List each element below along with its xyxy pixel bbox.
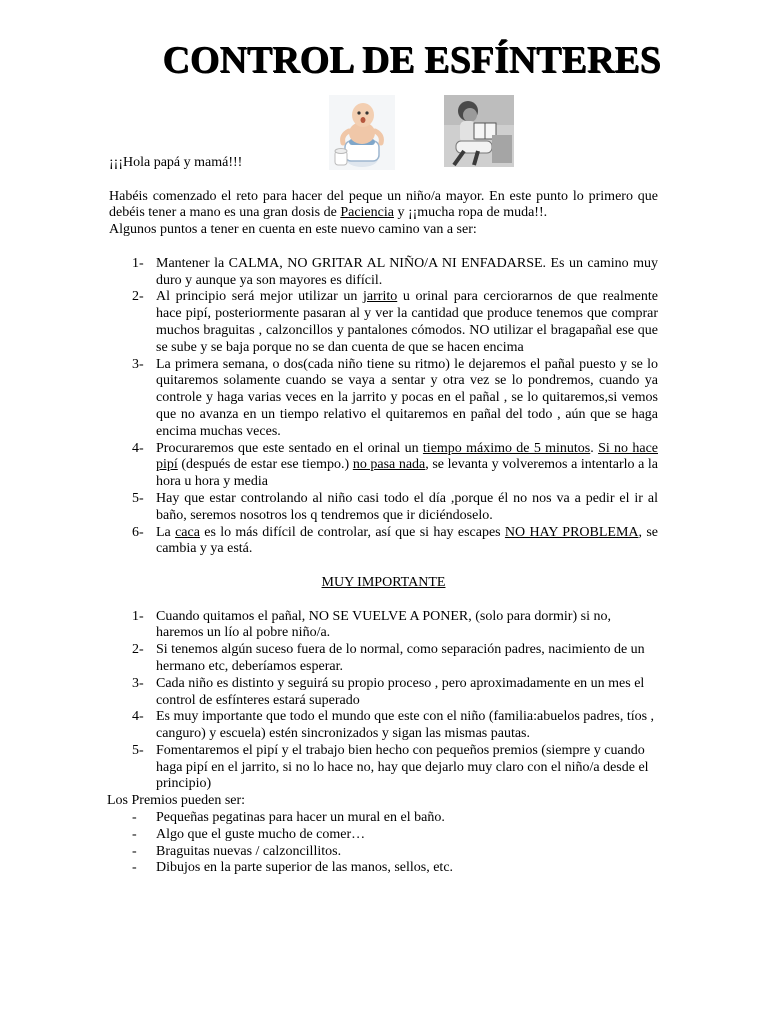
prizes-intro: Los Premios pueden ser: xyxy=(107,793,246,809)
list-item: 3- La primera semana, o dos(cada niño tiene su ritmo) le dejaremos el pañal puesto y se lo quitaremos solamente cuando se vaya a sentar y otra vez se lo pondremos, cuando ya controle y haga varias veces en la jarrito y pocas en el pañal , se lo quitaremos,si vemos que no avanza en un tiempo relativo el quitaremos en pañal del todo , aún que se haga encima muchas veces. xyxy=(132,356,658,439)
list-item: - Pequeñas pegatinas para hacer un mural en el baño. xyxy=(132,810,445,826)
important-list xyxy=(109,609,658,794)
important-heading: MUY IMPORTANTE xyxy=(321,574,446,590)
prizes-list xyxy=(109,810,658,877)
list-item: 2- Si tenemos algún suceso fuera de lo normal, como separación padres, nacimiento de un hermano etc, deberíamos esperar. xyxy=(132,642,645,674)
greeting: ¡¡¡Hola papá y mamá!!! xyxy=(109,155,243,170)
paciencia-underlined: Paciencia xyxy=(340,205,394,221)
list-item: 3- Cada niño es distinto y seguirá su propio proceso , pero aproximadamente en un mes el control de esfínteres estará superado xyxy=(132,675,645,708)
list-item: 2- Al principio será mejor utilizar un jarrito u orinal para cerciorarnos de que realmente hace pipí, posteriormente pasaran al y ver la cantidad que produce tenemos que comprar muchos braguitas , calzoncillos y pantalones cómodos. NO utilizar el bragapañal ese que se sube y se baja porque no se dan cuenta de que se hacen encima xyxy=(132,289,658,355)
intro-paragraph: Habéis comenzado el reto para hacer del peque un niño/a mayor. En este punto lo primero que debéis tener a mano es una gran dosis de Paciencia y ¡¡mucha ropa de muda!!. xyxy=(109,188,658,221)
document-body xyxy=(109,155,658,877)
list-item: 1- Mantener la CALMA, NO GRITAR AL NIÑO/A NI ENFADARSE. Es un camino muy duro y aunque ya son mayores es difícil. xyxy=(132,255,658,288)
points-intro: Algunos puntos a tener en cuenta en este nuevo camino van a ser: xyxy=(109,222,477,238)
list-item: 6- La caca es lo más difícil de controlar, así que si hay escapes NO HAY PROBLEMA, se cambia y ya está. xyxy=(132,524,659,557)
page-title: CONTROL DE ESFÍNTERES xyxy=(162,39,661,81)
list-item: - Algo que el guste mucho de comer… xyxy=(132,826,366,842)
list-item: - Braguitas nuevas / calzoncillitos. xyxy=(132,843,342,859)
list-item: 4- Procuraremos que este sentado en el orinal un tiempo máximo de 5 minutos. Si no hace pipí (después de estar ese tiempo.) no pasa nada, se levanta y volveremos a intentarlo a la hora u hora y media xyxy=(132,440,658,490)
list-item: 5- Hay que estar controlando al niño casi todo el día ,porque él no nos va a pedir el ir al baño, seremos nosotros los q tendremos que ir diciéndoselo. xyxy=(132,490,658,523)
points-list xyxy=(109,256,658,558)
list-item: 5- Fomentaremos el pipí y el trabajo bien hecho con pequeños premios (siempre y cuando haga pipí en el jarrito, si no lo hace no, hay que dejarlo muy claro con el niño/a desde el principio) xyxy=(132,742,649,792)
list-item: 1- Cuando quitamos el pañal, NO SE VUELVE A PONER, (solo para dormir) si no, haremos un lío al pobre niño/a. xyxy=(132,608,611,641)
list-item: 4- Es muy importante que todo el mundo que este con el niño (familia:abuelos padres, tíos , canguro) y escuela) estén sincronizados y sigan las mismas pautas. xyxy=(132,709,655,742)
list-item: - Dibujos en la parte superior de las manos, sellos, etc. xyxy=(132,860,454,876)
